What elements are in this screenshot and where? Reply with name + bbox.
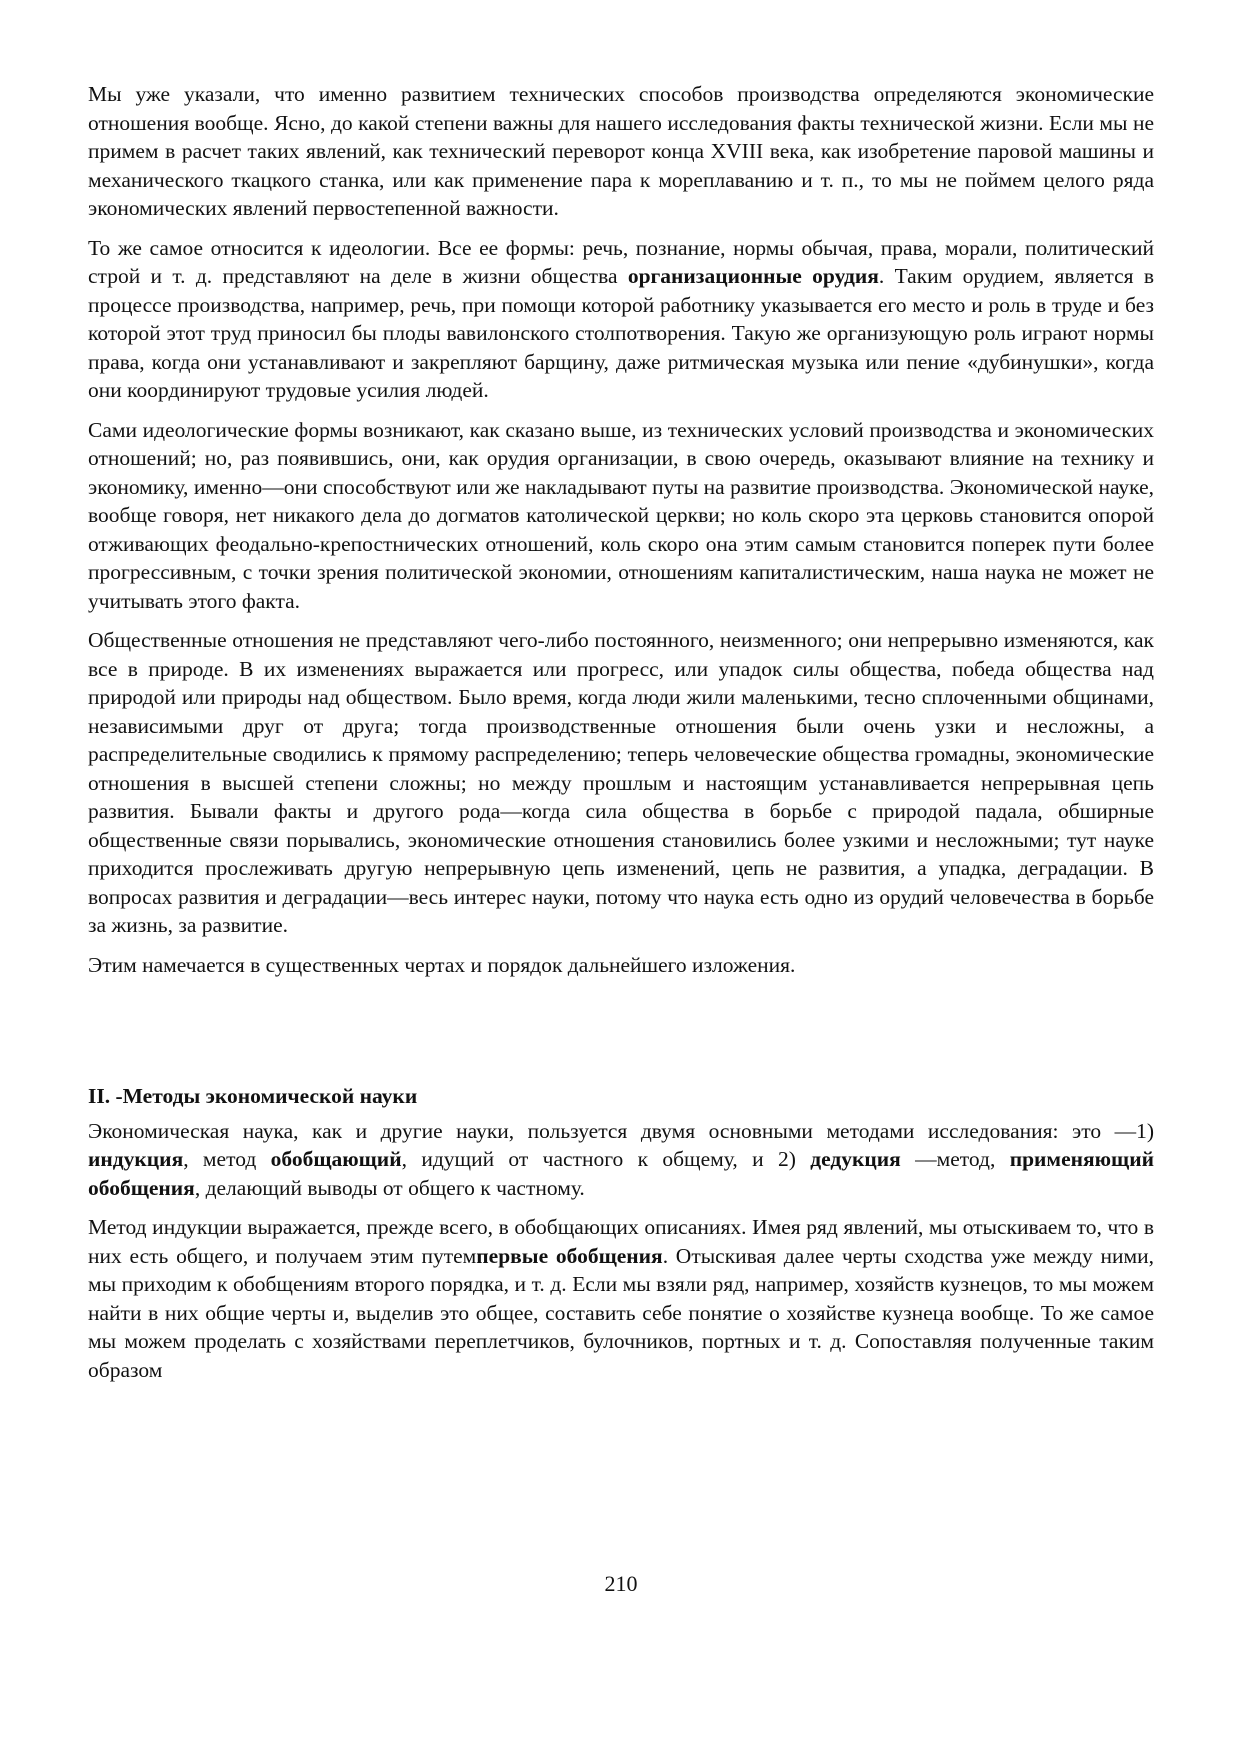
text-run: —метод, — [900, 1147, 1010, 1171]
paragraph — [88, 80, 1154, 223]
paragraph — [88, 234, 1154, 405]
text-run: Этим намечается в существенных чертах и порядок дальнейшего изложения. — [88, 952, 796, 977]
text-run: , идущий от частного к общему, и 2) — [401, 1147, 811, 1171]
text-run: Сами идеологические формы возникают, как сказано выше, из технических условий производства и экономических отношений; но, раз появившись, они, как орудия организации, в свою очередь, оказывают влияние на технику и экономику, именно—они способствуют или же накладывают путы на развитие производства. Экономической науке, вообще говоря, нет никакого дела до догматов католической церкви; но коль скоро эта церковь становится опорой отживающих феодально-крепостнических отношений, коль скоро она этим самым становится поперек пути более прогрессивным, с точки зрения политической экономии, отношениям капиталистическим, наша наука не может не учитывать этого факта. — [88, 417, 1154, 613]
text-run: , метод — [183, 1147, 271, 1171]
text-run: Метод индукции выражается, прежде всего, в обобщающих описаниях. Имея ряд явлений, мы отыскиваем то, что в них есть общего, и получаем этим путем — [88, 1215, 1154, 1268]
text-run: То же самое относится к идеологии. Все ее формы: речь, познание, нормы обычая, права, морали, политический строй и т. д. представляют на деле в жизни общества — [88, 235, 1154, 288]
text-run: , делающий выводы от общего к частному. — [194, 1175, 585, 1200]
paragraph — [88, 1213, 1154, 1384]
text-run: Мы уже указали, что именно развитием технических способов производства определяются экономические отношения вообще. Ясно, до какой степени важны для нашего исследования факты технической жизни. Если мы не примем в расчет таких явлений, как технический переворот конца XVIII века, как изобретение паровой машины и механического ткацкого станка, или как применение пара к мореплаванию и т. п., то мы не поймем целого ряда экономических явлений первостепенной важности. — [88, 82, 1154, 220]
bold-term: первые обобщения — [476, 1243, 663, 1268]
bold-term: индукция — [88, 1147, 184, 1171]
paragraph — [88, 416, 1154, 616]
bold-term: применяющий обобщения — [88, 1147, 1154, 1200]
text-run: . Отыскивая далее черты сходства уже между ними, мы приходим к обобщениям второго порядка, и т. д. Если мы взяли ряд, например, хозяйств кузнецов, то мы можем найти в них общие черты и, выделив это общее, составить себе понятие о хозяйстве кузнеца вообще. То же самое мы можем проделать с хозяйствами переплетчиков, булочников, портных и т. д. Сопоставляя полученные таким образом — [88, 1243, 1154, 1382]
paragraph — [88, 951, 1154, 980]
text-run: Общественные отношения не представляют чего-либо постоянного, неизменного; они непрерывно изменяются, как все в природе. В их изменениях выражается или прогресс, или упадок силы общества, победа общества над природой или природы над обществом. Было время, когда люди жили маленькими, тесно сплоченными общинами, независимыми друг от друга; тогда производственные отношения были очень узки и несложны, а распределительные сводились к прямому распределению; теперь человеческие общества громадны, экономические отношения в высшей степени сложны; но между прошлым и настоящим устанавливается непрерывная цепь развития. Бывали факты и другого рода—когда сила общества в борьбе с природой падала, обширные общественные связи порывались, экономические отношения становились более узкими и несложными; тут науке приходится прослеживать другую непрерывную цепь изменений, цепь не развития, а упадка, деградации. В вопросах развития и деградации—весь интерес науки, потому что наука есть одно из орудий человечества в борьбе за жизнь, за развитие. — [88, 628, 1154, 937]
text-block-after — [88, 1117, 1154, 1385]
document-page — [88, 80, 1154, 1395]
bold-term: обобщающий — [270, 1147, 402, 1171]
paragraph — [88, 626, 1154, 940]
paragraph — [88, 1117, 1154, 1203]
bold-term: дедукция — [810, 1147, 901, 1171]
section-spacer — [88, 990, 1154, 1082]
text-run: Экономическая наука, как и другие науки, пользуется двумя основными методами исследования: это —1) — [88, 1118, 1154, 1143]
section-title: II. -Методы экономической науки — [88, 1084, 418, 1108]
bold-term: организационные орудия — [627, 264, 879, 288]
text-block-before — [88, 80, 1154, 979]
page-number: 210 — [604, 1571, 638, 1596]
text-run: . Таким орудием, является в процессе производства, например, речь, при помощи которой работнику указывается его место и роль в труде и без которой этот труд приносил бы плоды вавилонского столпотворения. Такую же организующую роль играют нормы права, когда они устанавливают и закрепляют барщину, даже ритмическая музыка или пение «дубинушки», когда они координируют трудовые усилия людей. — [88, 264, 1154, 402]
